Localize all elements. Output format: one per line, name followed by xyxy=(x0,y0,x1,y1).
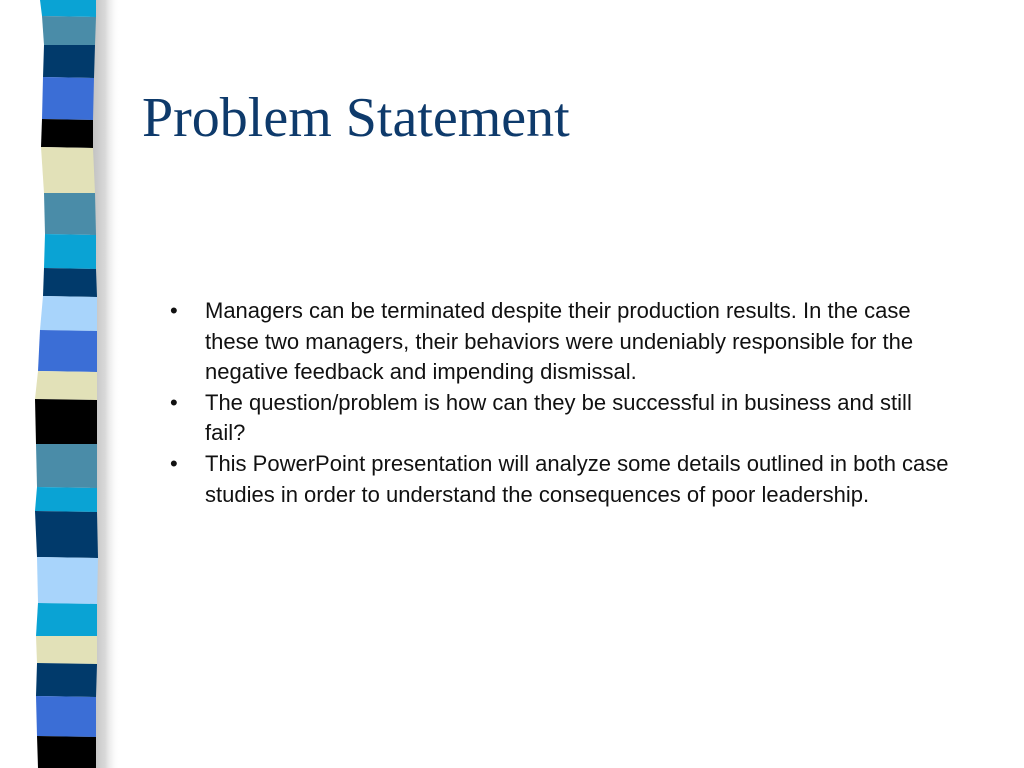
bullet-text: The question/problem is how can they be successful in business and still fail? xyxy=(205,389,912,446)
stripe-16 xyxy=(35,511,98,558)
stripe-21 xyxy=(36,696,96,737)
stripe-1 xyxy=(40,0,96,17)
bullet-text: This PowerPoint presentation will analyze some details outlined in both case studies in order to understand the consequences of poor leadership. xyxy=(205,450,949,507)
stripe-12 xyxy=(35,371,97,400)
slide-title: Problem Statement xyxy=(142,87,570,149)
stripe-band-graphic xyxy=(0,0,130,768)
stripe-9 xyxy=(43,268,97,297)
stripe-7 xyxy=(44,193,96,235)
bullet-dot-icon: • xyxy=(170,450,178,476)
bullet-item xyxy=(170,449,950,510)
bullet-item xyxy=(170,388,950,449)
stripe-11 xyxy=(38,330,97,372)
decorative-stripe-band xyxy=(0,0,130,768)
stripe-8 xyxy=(44,234,96,269)
stripe-2 xyxy=(42,16,96,45)
bullet-dot-icon: • xyxy=(170,389,178,415)
stripe-10 xyxy=(40,296,97,331)
bullet-list xyxy=(170,296,950,510)
stripe-13 xyxy=(35,399,97,444)
stripe-5 xyxy=(41,119,93,148)
stripe-18 xyxy=(36,603,97,636)
stripe-20 xyxy=(36,663,97,697)
stripe-3 xyxy=(43,45,95,78)
stripe-19 xyxy=(36,636,97,664)
bullet-item xyxy=(170,296,950,388)
stripe-15 xyxy=(35,487,97,512)
stripe-14 xyxy=(36,444,97,488)
stripe-4 xyxy=(42,77,94,120)
stripe-6 xyxy=(41,147,95,193)
bullet-dot-icon: • xyxy=(170,298,178,323)
stripe-17 xyxy=(37,557,98,604)
stripe-22 xyxy=(37,736,96,768)
bullet-text: Managers can be terminated despite their production results. In the case these two managers, their behaviors were undeniably responsible for the negative feedback and impending dismissal. xyxy=(205,298,914,385)
